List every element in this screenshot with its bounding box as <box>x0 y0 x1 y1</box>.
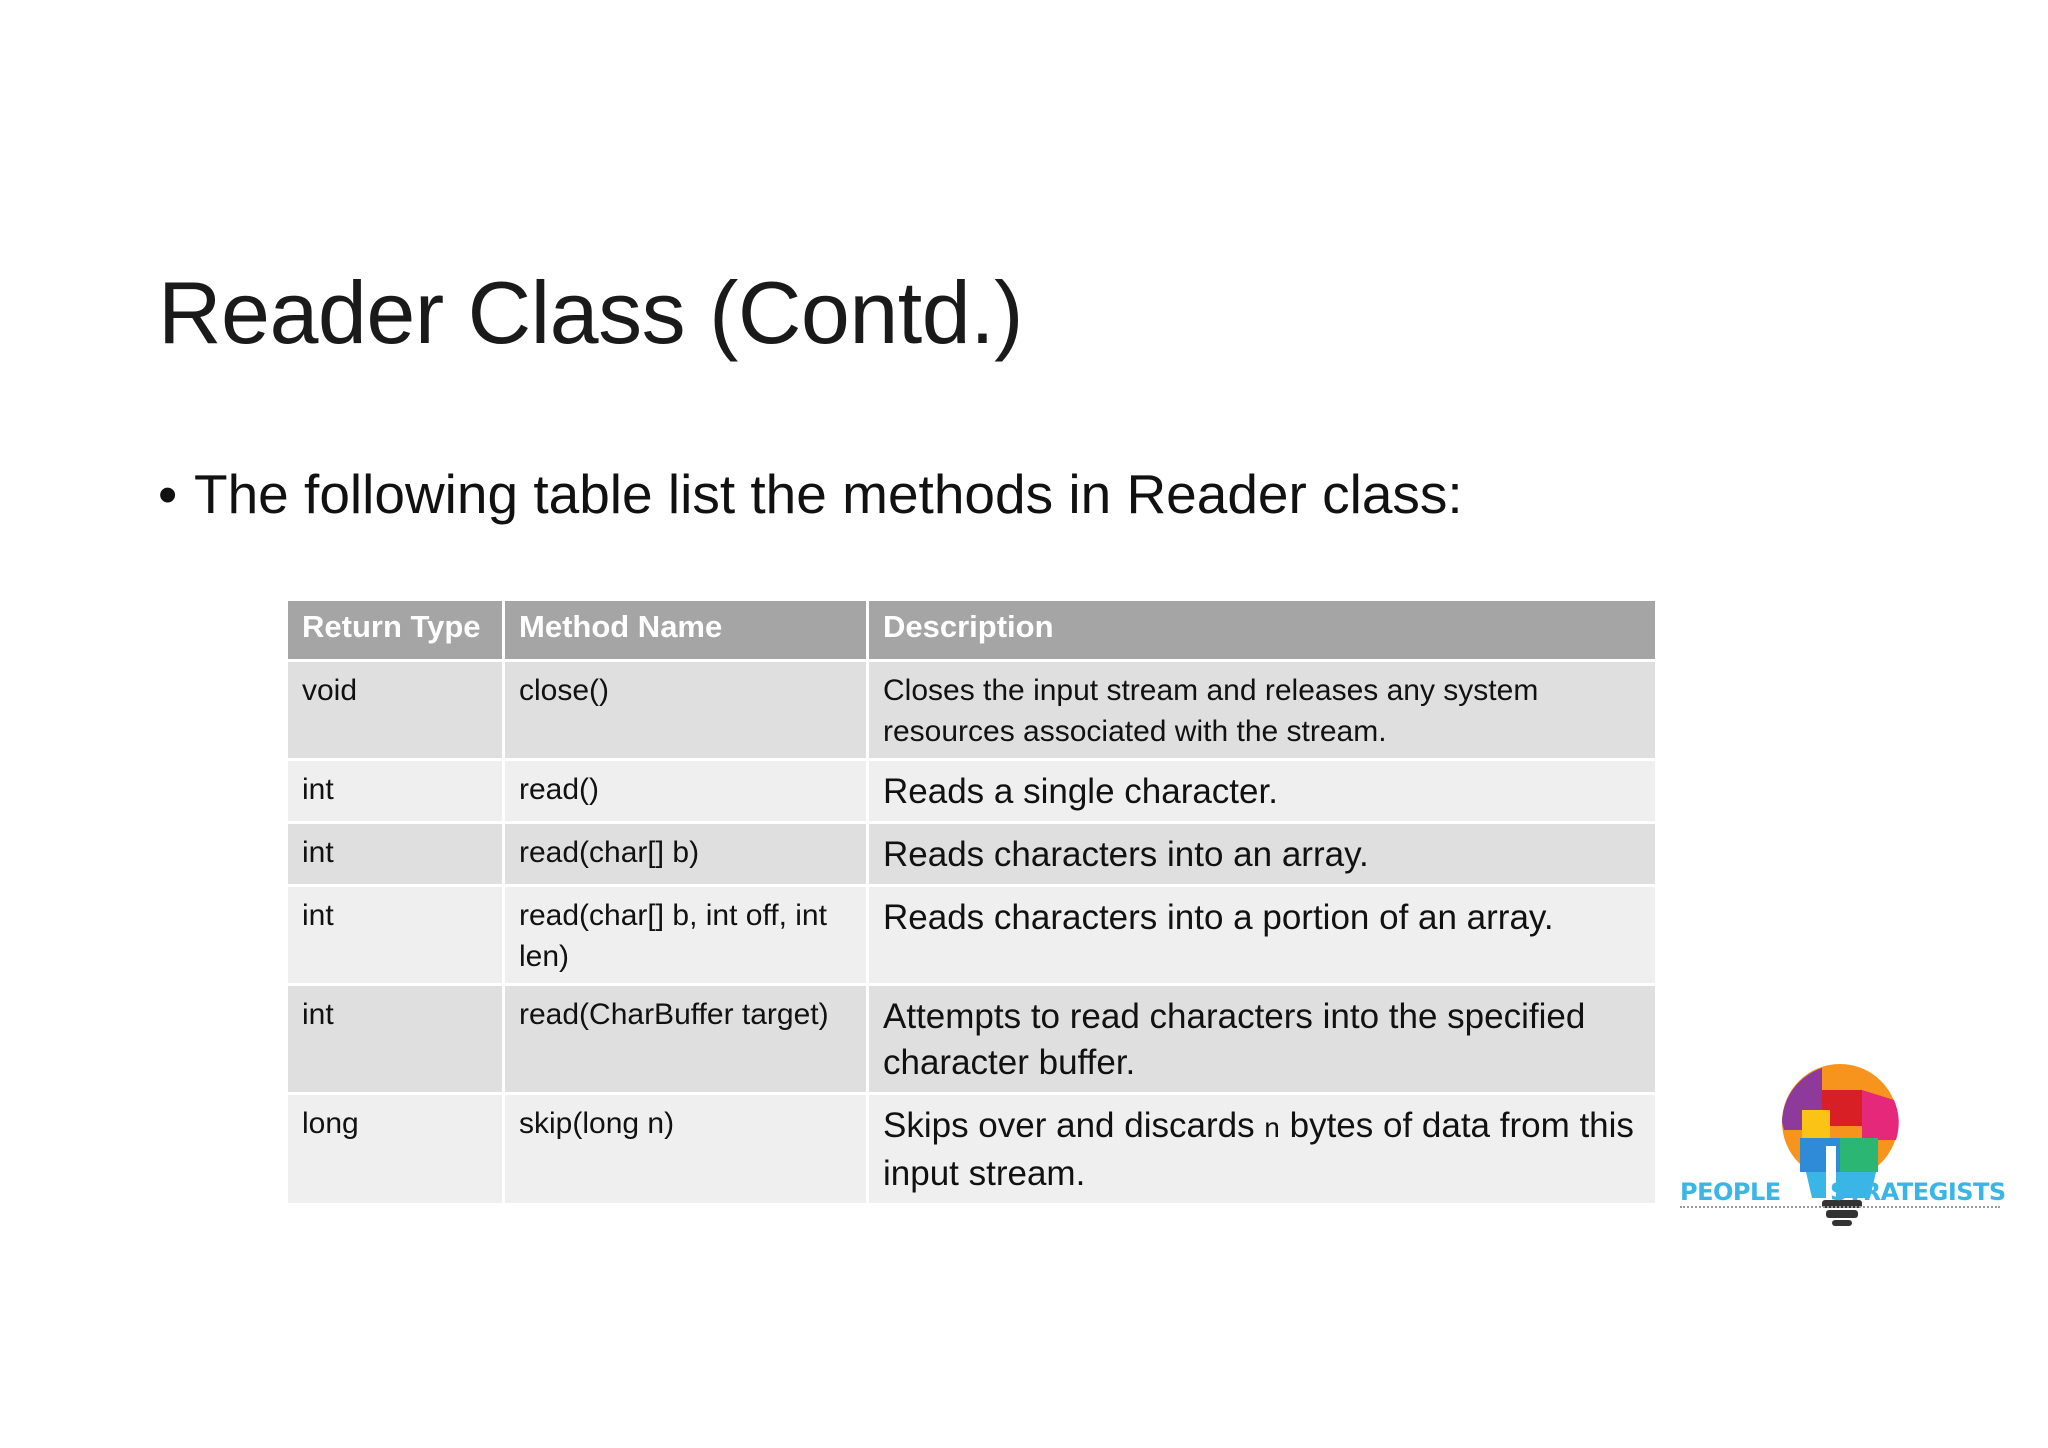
cell-method-name: close() <box>504 661 868 760</box>
cell-return-type: int <box>287 823 504 886</box>
header-description: Description <box>868 600 1657 661</box>
table-row <box>287 661 1657 760</box>
table-row <box>287 760 1657 823</box>
bullet-item <box>158 462 1463 526</box>
description-part: Skips over and discards <box>883 1106 1265 1145</box>
logo-tagline-dots <box>1680 1206 2000 1214</box>
cell-method-name: read(char[] b, int off, int len) <box>504 886 868 985</box>
cell-method-name: skip(long n) <box>504 1094 868 1205</box>
cell-description: Reads characters into a portion of an array. <box>868 886 1657 985</box>
cell-description: Attempts to read characters into the specified character buffer. <box>868 985 1657 1094</box>
cell-return-type: long <box>287 1094 504 1205</box>
cell-return-type: int <box>287 886 504 985</box>
header-return-type: Return Type <box>287 600 504 661</box>
cell-description <box>868 1094 1657 1205</box>
cell-return-type: int <box>287 760 504 823</box>
logo-text-strategists: STRATEGISTS <box>1830 1178 2006 1206</box>
cell-return-type: int <box>287 985 504 1094</box>
table-header-row <box>287 600 1657 661</box>
description-part: bytes of data from this input stream. <box>883 1106 1634 1193</box>
table-row <box>287 886 1657 985</box>
header-method-name: Method Name <box>504 600 868 661</box>
people-strategists-logo <box>1680 1060 2006 1240</box>
table-row <box>287 823 1657 886</box>
cell-method-name: read(char[] b) <box>504 823 868 886</box>
cell-return-type: void <box>287 661 504 760</box>
table-row <box>287 985 1657 1094</box>
cell-description: Closes the input stream and releases any system resources associated with the stream. <box>868 661 1657 760</box>
cell-description: Reads a single character. <box>868 760 1657 823</box>
bullet-text: The following table list the methods in Reader class: <box>194 463 1463 525</box>
slide-title: Reader Class (Contd.) <box>158 263 1023 362</box>
description-code: n <box>1264 1112 1280 1143</box>
table-row <box>287 1094 1657 1205</box>
logo-text-people: PEOPLE <box>1680 1178 1781 1206</box>
cell-method-name: read(CharBuffer target) <box>504 985 868 1094</box>
bullet-dot: • <box>158 463 178 525</box>
cell-method-name: read() <box>504 760 868 823</box>
cell-description: Reads characters into an array. <box>868 823 1657 886</box>
methods-table <box>285 598 1658 1206</box>
